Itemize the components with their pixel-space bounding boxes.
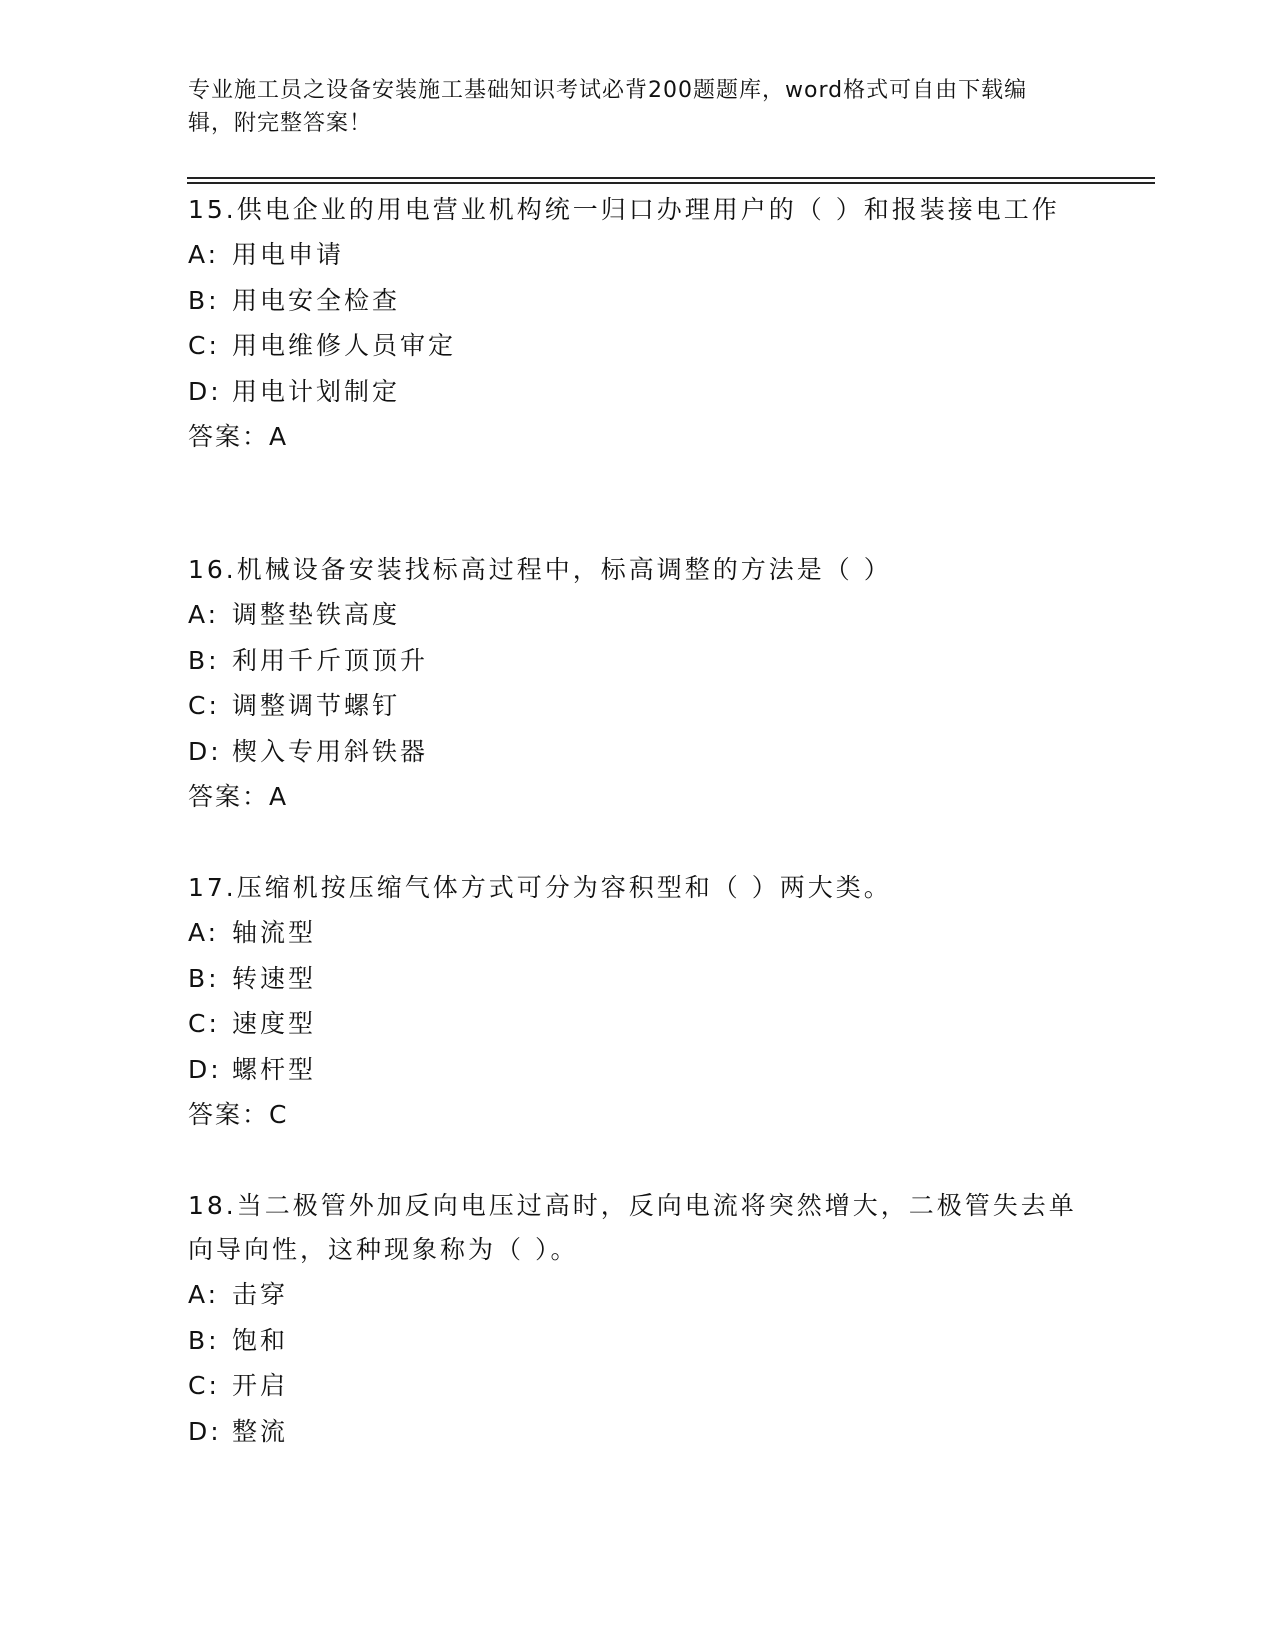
- option-key: B:: [188, 285, 220, 315]
- question-title: 15.供电企业的用电营业机构统一归口办理用户的（ ）和报装接电工作: [188, 195, 1060, 224]
- option-text: 开启: [232, 1371, 289, 1400]
- question-16: [188, 548, 1088, 819]
- option-text: 调整调节螺钉: [232, 691, 401, 720]
- question-title: 16.机械设备安装找标高过程中，标高调整的方法是（ ）: [188, 555, 892, 584]
- option-key: B:: [188, 963, 220, 993]
- option-key: A:: [188, 918, 220, 947]
- option-key: C:: [188, 691, 220, 720]
- option-key: A:: [188, 240, 220, 269]
- answer-line: 答案：A: [188, 782, 289, 811]
- option-d: [188, 1047, 1088, 1093]
- question-18: [188, 1184, 1088, 1454]
- option-text: 用电计划制定: [232, 376, 401, 406]
- option-b: [188, 278, 1088, 324]
- option-d: [188, 369, 1088, 415]
- option-text: 楔入专用斜铁器: [232, 736, 429, 766]
- header-divider-bottom: [187, 182, 1155, 184]
- question-15: [188, 188, 1088, 459]
- option-a: [188, 1272, 1088, 1318]
- option-c: [188, 1001, 1088, 1047]
- option-text: 击穿: [232, 1280, 289, 1309]
- option-c: [188, 1363, 1088, 1409]
- option-text: 用电维修人员审定: [232, 331, 457, 360]
- option-text: 转速型: [232, 963, 317, 993]
- option-text: 速度型: [232, 1009, 317, 1038]
- option-c: [188, 683, 1088, 729]
- question-title: 18.当二极管外加反向电压过高时，反向电流将突然增大，二极管失去单向导向性，这种现象称为（ ）。: [188, 1191, 1077, 1264]
- option-text: 利用千斤顶顶升: [232, 645, 429, 675]
- answer-line: 答案：A: [188, 422, 289, 451]
- option-key: A:: [188, 1280, 220, 1309]
- option-a: [188, 232, 1088, 278]
- option-text: 整流: [232, 1416, 289, 1446]
- option-key: C:: [188, 1371, 220, 1400]
- option-key: C:: [188, 331, 220, 360]
- question-title: 17.压缩机按压缩气体方式可分为容积型和（ ）两大类。: [188, 873, 892, 902]
- option-a: [188, 592, 1088, 638]
- option-text: 调整垫铁高度: [232, 600, 401, 629]
- option-b: [188, 638, 1088, 684]
- question-17: [188, 866, 1088, 1137]
- option-key: C:: [188, 1009, 220, 1038]
- option-text: 螺杆型: [232, 1054, 317, 1084]
- option-key: D:: [188, 376, 222, 406]
- option-a: [188, 910, 1088, 956]
- option-key: D:: [188, 1416, 222, 1446]
- option-key: D:: [188, 1054, 222, 1084]
- option-b: [188, 1318, 1088, 1364]
- option-d: [188, 1409, 1088, 1455]
- answer-line: 答案：C: [188, 1100, 289, 1129]
- option-c: [188, 323, 1088, 369]
- header-divider-top: [187, 177, 1155, 179]
- option-text: 用电安全检查: [232, 285, 401, 315]
- option-key: A:: [188, 600, 220, 629]
- option-d: [188, 729, 1088, 775]
- option-key: D:: [188, 736, 222, 766]
- option-key: B:: [188, 1325, 220, 1355]
- option-text: 饱和: [232, 1325, 289, 1355]
- option-key: B:: [188, 645, 220, 675]
- option-text: 用电申请: [232, 240, 345, 269]
- document-header: 专业施工员之设备安装施工基础知识考试必背200题题库，word格式可自由下载编辑，附完整答案！: [188, 78, 1028, 136]
- option-b: [188, 956, 1088, 1002]
- option-text: 轴流型: [232, 918, 317, 947]
